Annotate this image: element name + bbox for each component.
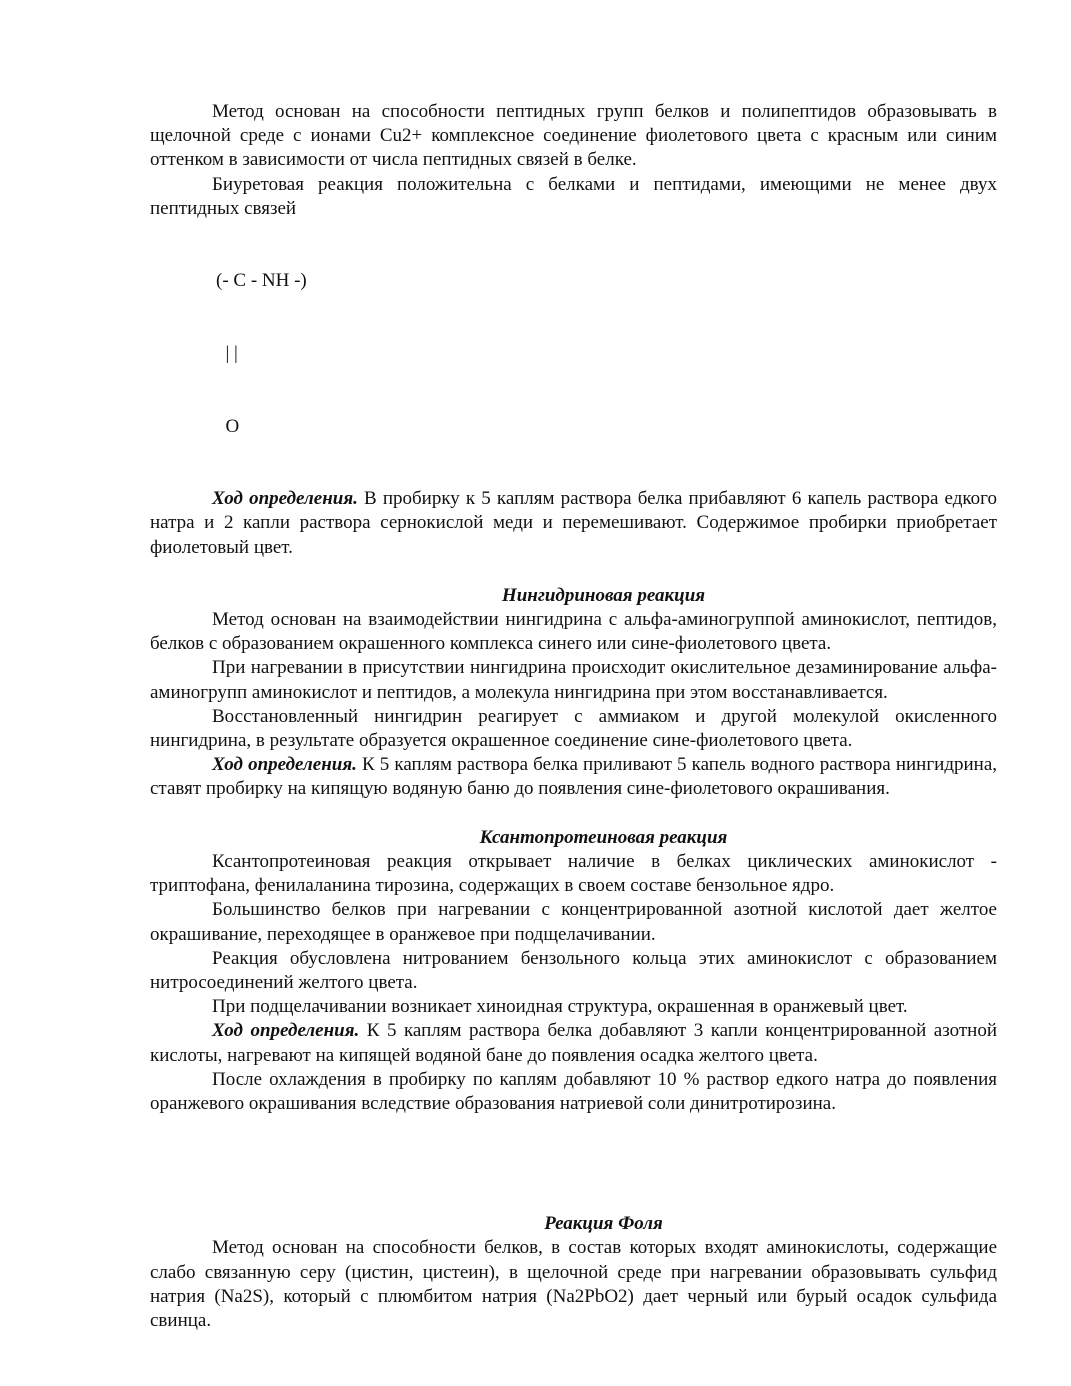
formula-line-2: | | [216,343,238,365]
formula-line-1: (- C - NH -) [216,270,307,292]
ninhydrin-paragraph-3: Восстановленный нингидрин реагирует с аммиаком и другой молекулой окисленного нингидрина, в результате образуется окрашенное соединение сине-фиолетового цвета. [150,705,997,752]
spacer [150,802,997,826]
fol-heading: Реакция Фоля [544,1213,663,1235]
procedure-label: Ход определения. [212,488,358,510]
biuret-procedure [150,487,997,560]
procedure-text: К 5 каплям раствора белка приливают 5 капель водного раствора нингидрина, ставят пробирку на кипящую водяную баню до появления сине-фиолетового окрашивания. [150,754,998,800]
biuret-paragraph-2: Биуретовая реакция положительна с белками и пептидами, имеющими не менее двух пептидных связей [150,173,997,219]
xanthoprotein-paragraph-3: Реакция обусловлена нитрованием бензольного кольца этих аминокислот с образованием нитросоединений желтого цвета. [150,947,997,993]
xanthoprotein-paragraph-4: При подщелачивании возникает хиноидная структура, окрашенная в оранжевый цвет. [212,996,908,1018]
xanthoprotein-paragraph-1: Ксантопротеиновая реакция открывает наличие в белках циклических аминокислот - триптофана, фенилаланина тирозина, содержащих в своем составе бензольное ядро. [150,850,997,897]
procedure-label: Ход определения. [212,1020,360,1042]
xanthoprotein-paragraph-5: После охлаждения в пробирку по каплям добавляют 10 % раствор едкого натра до появления оранжевого окрашивания вследствие образования натриевой соли динитротирозина. [150,1068,997,1114]
fol-paragraph-1: Метод основан на способности белков, в состав которых входят аминокислоты, содержащие слабо связанную серу (цистин, цистеин), в щелочной среде при нагревании образовывать сульфид натрия (Na2S), который с плюмбитом натрия (Na2PbO2) дает черный или бурый осадок сульфида свинца. [150,1237,997,1331]
procedure-text: В пробирку к 5 каплям раствора белка прибавляют 6 капель раствора едкого натра и 2 капли раствора сернокислой меди и перемешивают. Содержимое пробирки приобретает фиолетовый цвет. [150,488,997,558]
biuret-paragraph-1: Метод основан на способности пептидных групп белков и полипептидов образовывать в щелочной среде с ионами Cu2+ комплексное соединение фиолетового цвета с красным или синим оттенком в зависимости от числа пептидных связей в белке. [150,101,997,171]
procedure-text: К 5 каплям раствора белка добавляют 3 капли концентрированной азотной кислоты, нагревают на кипящей водяной бане до появления осадка желтого цвета. [150,1020,998,1066]
xanthoprotein-heading: Ксантопротеиновая реакция [479,826,728,848]
ninhydrin-paragraph-1: Метод основан на взаимодействии нингидрина с альфа-аминогруппой аминокислот, пептидов, белков с образованием окрашенного комплекса синего или сине-фиолетового цвета. [150,609,997,655]
ninhydrin-heading: Нингидриновая реакция [501,584,706,606]
biuret-section [150,100,997,560]
ninhydrin-paragraph-2: При нагревании в присутствии нингидрина происходит окислительное дезаминирование альфа-аминогрупп аминокислот и пептидов, а молекула нингидрина при этом восстанавливается. [150,657,997,703]
ninhydrin-procedure [150,753,997,801]
xanthoprotein-section [150,826,997,1116]
formula-line-3: O [216,415,240,437]
xanthoprotein-paragraph-2: Большинство белков при нагревании с концентрированной азотной кислотой дает желтое окрашивание, переходящее в оранжевое при подщелачивании. [150,899,997,945]
procedure-label: Ход определения. [212,754,357,776]
peptide-bond-formula [150,221,997,487]
document-page [150,100,997,1333]
spacer [150,560,997,584]
spacer [150,1116,997,1212]
xanthoprotein-procedure [150,1019,997,1067]
ninhydrin-section [150,584,997,802]
fol-section [150,1212,997,1333]
